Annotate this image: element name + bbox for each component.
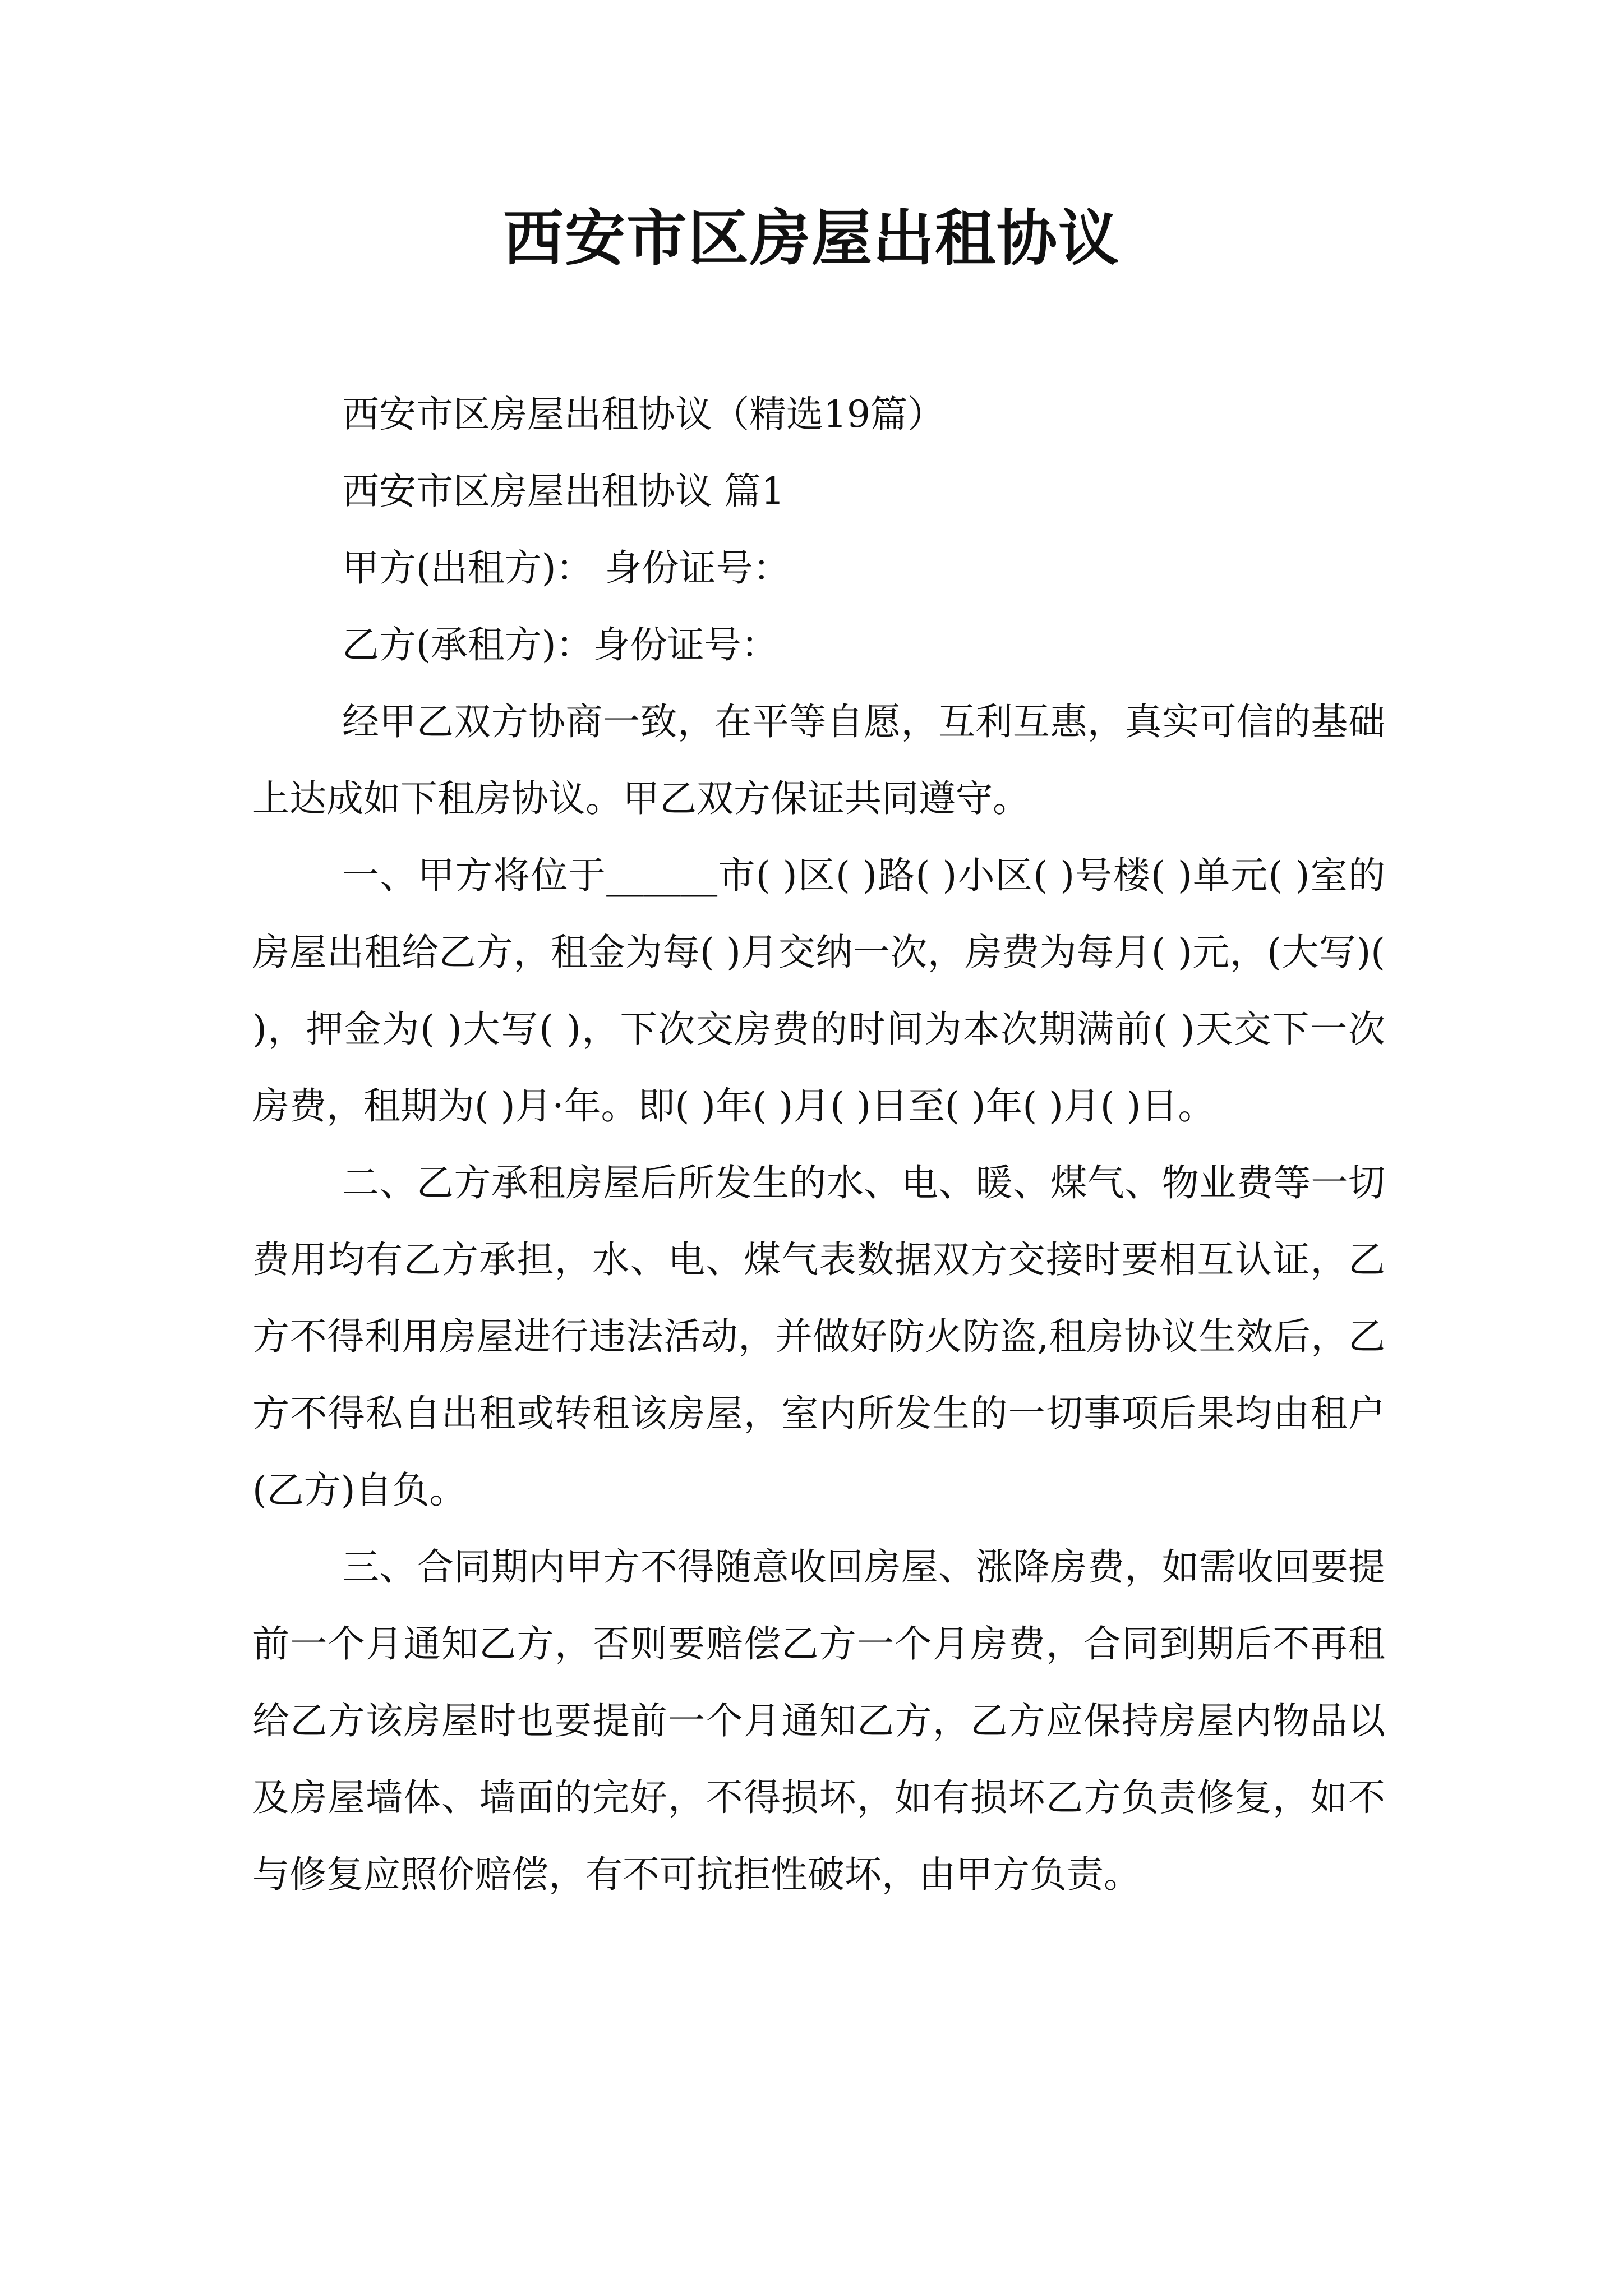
party-b-line: 乙方(承租方)：身份证号：: [342, 623, 778, 666]
subtitle-paragraph: 西安市区房屋出租协议（精选19篇）: [342, 393, 944, 436]
clause-1-paragraph: 一、甲方将位于______市( )区( )路( )小区( )号楼( )单元( )室的房屋出租给乙方，租金为每( )月交纳一次，房费为每月( )元，(大写)( )，押金为( )大写( )，下次交房费的时间为本次期满前( )天交下一次房费，租期为( )月·年。即( )年( )月( )日至( )年( )月( )日。: [252, 854, 1385, 1128]
document-title: 西安市区房屋出租协议: [502, 203, 1120, 274]
section-heading: 西安市区房屋出租协议 篇1: [342, 470, 785, 513]
clause-2-paragraph: 二、乙方承租房屋后所发生的水、电、暖、煤气、物业费等一切费用均有乙方承担，水、电、煤气表数据双方交接时要相互认证，乙方不得利用房屋进行违法活动，并做好防火防盗,租房协议生效后，乙方不得私自出租或转租该房屋，室内所发生的一切事项后果均由租户(乙方)自负。: [252, 1161, 1385, 1512]
preamble-paragraph: 经甲乙双方协商一致，在平等自愿，互利互惠，真实可信的基础上达成如下租房协议。甲乙双方保证共同遵守。: [252, 700, 1385, 820]
document-body: [252, 376, 1385, 1913]
clause-3-paragraph: 三、合同期内甲方不得随意收回房屋、涨降房费，如需收回要提前一个月通知乙方，否则要赔偿乙方一个月房费，合同到期后不再租给乙方该房屋时也要提前一个月通知乙方，乙方应保持房屋内物品以及房屋墙体、墙面的完好，不得损坏，如有损坏乙方负责修复，如不与修复应照价赔偿，有不可抗拒性破坏，由甲方负责。: [252, 1545, 1385, 1896]
party-a-line: 甲方(出租方)： 身份证号：: [342, 546, 790, 590]
